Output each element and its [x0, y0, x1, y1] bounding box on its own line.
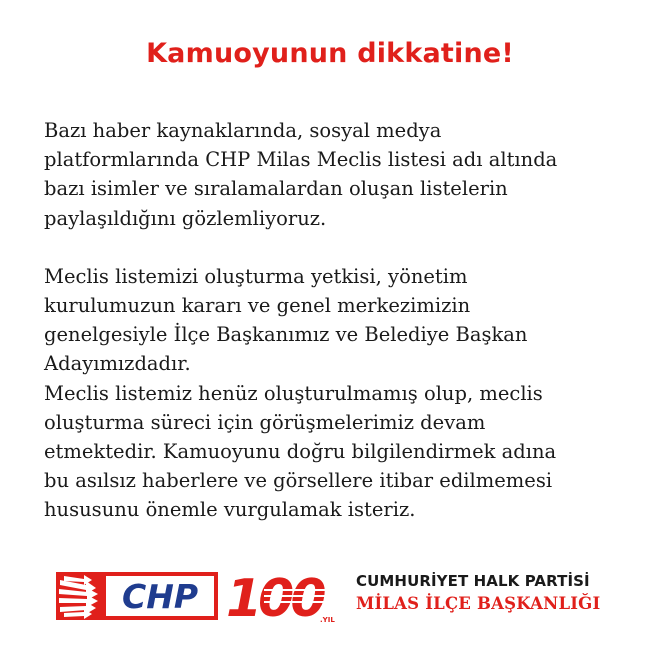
- centennial-logo: [224, 568, 344, 624]
- paragraph-1: [44, 116, 634, 233]
- centennial-suffix: .YIL: [320, 616, 335, 624]
- text-line: etmektedir. Kamuoyunu doğru bilgilendirmek adına: [44, 440, 557, 464]
- chp-logo: [56, 572, 218, 620]
- text-line: genelgesiyle İlçe Başkanımız ve Belediye Başkan: [44, 323, 528, 347]
- text-line: Meclis listemiz henüz oluşturulmamış olup, meclis: [44, 381, 543, 405]
- text-line: Meclis listemizi oluşturma yetkisi, yönetim: [44, 264, 468, 288]
- text-line: oluşturma süreci için görüşmelerimiz devam: [44, 410, 486, 434]
- text-line: Adayımızdadır.: [44, 352, 191, 376]
- announcement-body: [44, 116, 634, 525]
- text-line: bazı isimler ve sıralamalardan oluşan listelerin: [44, 177, 508, 201]
- party-name: CUMHURİYET HALK PARTİSİ: [356, 572, 590, 590]
- announcement-title: Kamuoyunun dikkatine!: [146, 38, 514, 69]
- text-line: platformlarında CHP Milas Meclis listesi adı altında: [44, 148, 558, 172]
- footer-branding: [56, 568, 616, 624]
- paragraph-gap: [44, 233, 634, 262]
- chp-wordmark: CHP: [121, 577, 199, 616]
- branch-name: MİLAS İLÇE BAŞKANLIĞI: [356, 594, 601, 613]
- paragraph-2: [44, 262, 634, 379]
- text-line: hususunu önemle vurgulamak isteriz.: [44, 498, 416, 522]
- text-line: bu asılsız haberlere ve görsellere itibar edilmemesi: [44, 469, 553, 493]
- text-line: paylaşıldığını gözlemliyoruz.: [44, 206, 327, 230]
- text-line: kurulumuzun kararı ve genel merkezimizin: [44, 294, 471, 318]
- paragraph-3: [44, 379, 634, 525]
- text-line: Bazı haber kaynaklarında, sosyal medya: [44, 119, 442, 142]
- centennial-number: 100: [226, 569, 323, 624]
